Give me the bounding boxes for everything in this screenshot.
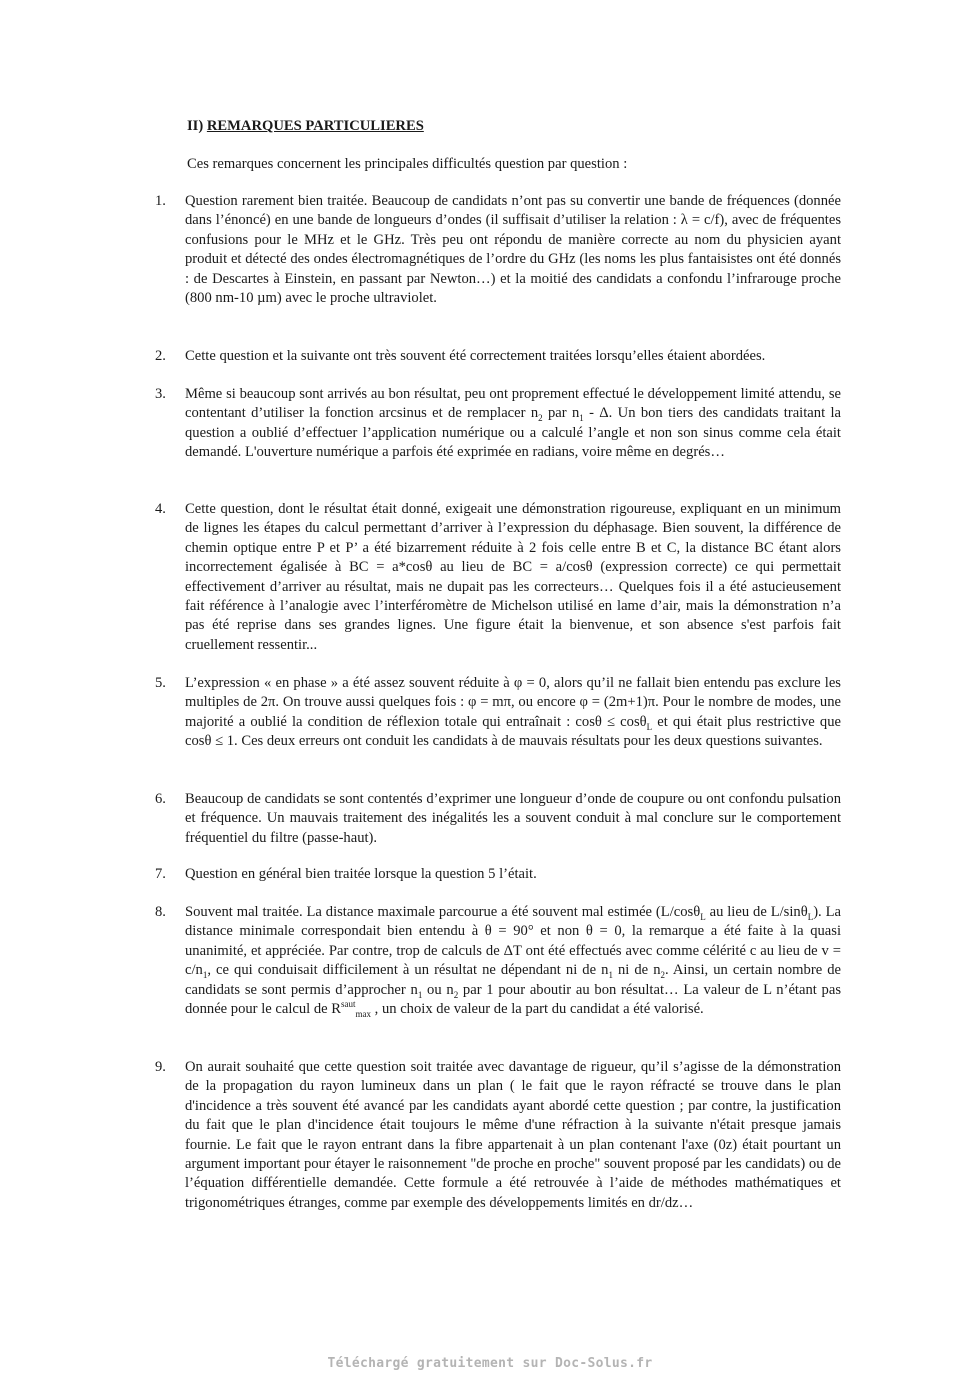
- text-run: - Δ. Un bon tiers des candidats traitant la question a oublié d’effectuer l’application numérique ou a calculé l’angle et non son sinus comme cela était demandé. L'ouverture numérique a parfois été exprimée en radians, voire même en degrés…: [185, 405, 841, 461]
- remark-number: 7.: [155, 866, 166, 882]
- text-run: L’expression « en phase » a été assez souvent réduite à φ = 0, alors qu’il ne fallait bien entendu pas exclure les multiples de 2π. On trouve aussi quelques fois : φ = mπ, ou encore φ = (2m+1)π. Pour le nombre de modes, une majorité a oublié la condition de réflexion totale qui entraînait : cosθ ≤ cosθ: [185, 675, 841, 730]
- remark-text: [185, 903, 841, 1019]
- subscript: 1: [579, 413, 584, 424]
- text-run: ). La distance minimale correspondait bien entendu à θ = 90° et non θ = 0, la remarque a été faite à la quasi unanimité, et appréciée. Par contre, trop de calculs de ΔT ont été effectués avec comme célérité c au lieu de v = c/n: [185, 904, 841, 979]
- remark-item-6: [155, 790, 841, 848]
- remark-item-2: [155, 347, 841, 366]
- footer-watermark: Téléchargé gratuitement sur Doc-Solus.fr: [327, 1356, 653, 1371]
- text-run: ou n: [422, 981, 454, 998]
- text-run: au lieu de L/sinθ: [705, 904, 808, 920]
- text-run: par 1 pour aboutir au bon résultat… La valeur de L n’étant pas donnée pour le calcul de R: [185, 981, 842, 1018]
- text-run: , ce qui conduisait difficilement à un résultat ne dépendant ni de n: [207, 962, 609, 979]
- text-run: Même si beaucoup sont arrivés au bon résultat, peu ont proprement effectué le développement limité attendu, se contentant d’utiliser la fonction arcsinus et de remplacer n: [185, 386, 841, 422]
- remark-number: 9.: [155, 1059, 166, 1075]
- remark-text: On aurait souhaité que cette question soit traitée avec davantage de rigueur, qu’il s’agisse de la démonstration de la propagation du rayon lumineux dans un plan ( le fait que le rayon réfracté se trouve dans le plan d'incidence a très souvent été avancé par les candidats ayant abordé cette question ; par contre, la justification du fait que le plan d'incidence était toujours le même d'une réfraction à la suivante n'était presque jamais fournie. Le fait que le rayon entrant dans la fibre appartenait à un plan contenant l'axe (0z) était pourtant un argument important pour étayer le raisonnement "de proche en proche" souvent proposé par les candidats) ou de l’équation différentielle demandée. Cette formule a été retrouvée à l’aide de méthodes mathématiques et trigonométriques étranges, comme par exemple des développements limités en dr/dz…: [185, 1059, 841, 1211]
- text-run: . Ainsi, un certain nombre de candidats se sont permis d’approcher n: [185, 962, 841, 998]
- remark-text: [185, 385, 841, 463]
- remark-item-7: [155, 865, 841, 884]
- subscript: 1: [608, 970, 613, 981]
- text-run: , un choix de valeur de la part du candidat a été valorisé.: [371, 1001, 704, 1018]
- remark-text: Question en général bien traitée lorsque la question 5 l’était.: [185, 866, 537, 882]
- superscript: saut: [341, 999, 356, 1010]
- remark-text: Question rarement bien traitée. Beaucoup de candidats n’ont pas su convertir une bande de fréquences (donnée dans l’énoncé) en une bande de longueurs d’ondes (il suffisait d’utiliser la relation : λ = c/f), avec de fréquentes confusions pour le MHz et le GHz. Très peu ont répondu de manière correcte au nom du physicien ayant produit et détecté des ondes électromagnétiques de l’ordre du GHz (les noms les plus fantaisistes ont été donnés : de Descartes à Einstein, en passant par Newton…) et la moitié des candidats a confondu l’infrarouge proche (800 nm-10 µm) avec le proche ultraviolet.: [185, 193, 841, 307]
- remark-item-5: [155, 674, 841, 752]
- remark-item-3: [155, 385, 841, 463]
- remark-number: 8.: [155, 904, 166, 920]
- remark-item-1: [155, 192, 841, 308]
- remark-text: [185, 674, 841, 752]
- remark-number: 4.: [155, 501, 166, 517]
- remark-number: 6.: [155, 791, 166, 807]
- remark-item-9: [155, 1058, 841, 1213]
- text-run: et qui était plus restrictive que cosθ ≤ 1. Ces deux erreurs ont conduit les candidats à de mauvais résultats pour les deux questions suivantes.: [185, 713, 841, 750]
- subscript: L: [807, 911, 814, 922]
- subscript: L: [700, 911, 706, 922]
- subscript: L: [646, 721, 653, 732]
- text-run: ni de n: [612, 962, 661, 979]
- subscript: 2: [538, 413, 543, 424]
- remark-number: 2.: [155, 348, 166, 364]
- section-heading: [187, 117, 424, 136]
- section-title: REMARQUES PARTICULIERES: [206, 118, 424, 134]
- remark-number: 1.: [155, 193, 166, 209]
- text-run: par n: [542, 405, 580, 422]
- subscript: 1: [202, 970, 208, 981]
- subscript: max: [355, 1008, 372, 1019]
- section-number: II): [187, 118, 207, 134]
- subscript: 2: [453, 989, 459, 1000]
- subscript: 2: [660, 970, 665, 981]
- remark-number: 3.: [155, 386, 166, 402]
- remark-number: 5.: [155, 675, 166, 691]
- remark-item-4: [155, 500, 841, 655]
- subscript: 1: [417, 989, 423, 1000]
- remark-text: Cette question et la suivante ont très souvent été correctement traitées lorsqu’elles étaient abordées.: [185, 348, 766, 364]
- remark-item-8: [155, 903, 841, 1019]
- remark-text: Beaucoup de candidats se sont contentés d’exprimer une longueur d’onde de coupure ou ont confondu pulsation et fréquence. Un mauvais traitement des inégalités les a souvent conduit à mal conclure sur le comportement fréquentiel du filtre (passe-haut).: [185, 791, 841, 846]
- intro-paragraph: Ces remarques concernent les principales difficultés question par question :: [187, 156, 628, 172]
- remark-text: Cette question, dont le résultat était donné, exigeait une démonstration rigoureuse, expliquant en un minimum de lignes les étapes du calcul permettant d’arriver à l’expression du déphasage. Bien souvent, la différence de chemin optique entre P et P’ a été bizarrement réduite à 2 fois celle entre B et C, la distance BC étant alors incorrectement égalisée à BC = a*cosθ au lieu de BC = a/cosθ (expression correcte) ce qui permettait effectivement d’arriver au résultat, mais ne dupait pas les correcteurs… Quelques fois il a été astucieusement fait référence à l’analogie avec l’interféromètre de Michelson utilisé en lame d’air, mais la démonstration n’a pas été reprise dans ses grandes lignes. Une figure était la bienvenue, et son absence s'est parfois fait cruellement ressentir...: [185, 501, 841, 653]
- text-run: Souvent mal traitée. La distance maximale parcourue a été souvent mal estimée (L/cosθ: [185, 904, 701, 920]
